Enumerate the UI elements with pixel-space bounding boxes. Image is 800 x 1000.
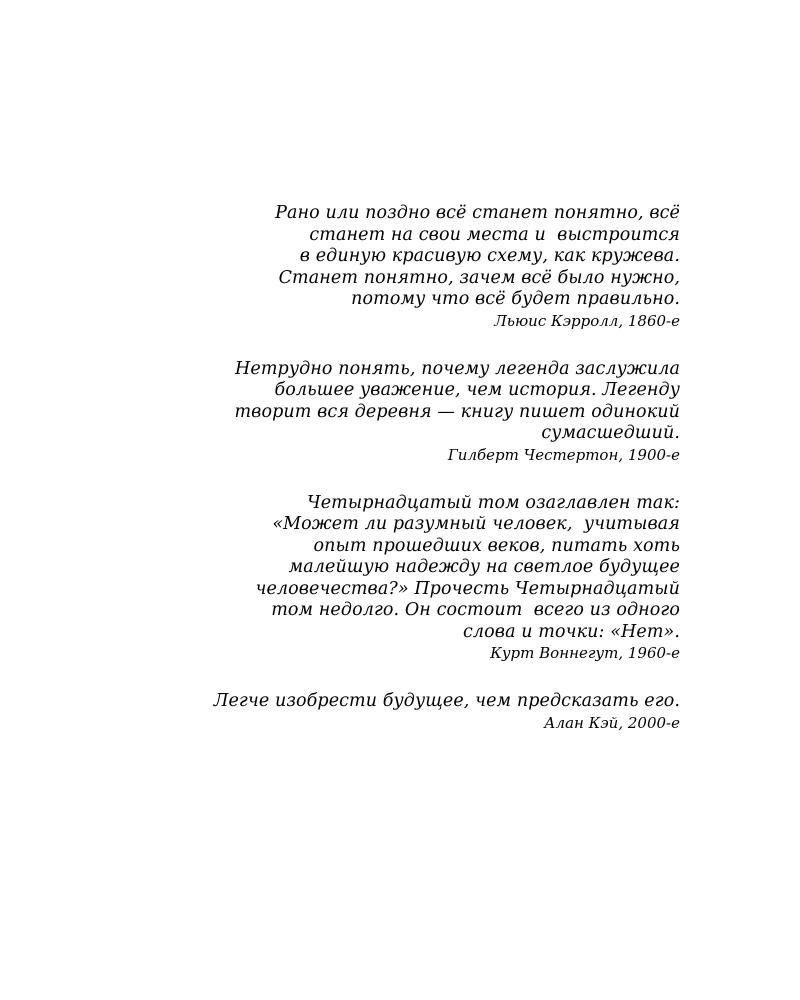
epigraph-line: в единую красивую схему, как кружева. bbox=[299, 246, 680, 266]
epigraph-line: слова и точки: «Нет». bbox=[463, 621, 680, 642]
epigraph-line: «Может ли разумный человек, учитывая bbox=[272, 514, 680, 534]
epigraph-line: большее уважение, чем история. Легенду bbox=[274, 380, 680, 400]
epigraph-line: Нетрудно понять, почему легенда заслужила bbox=[235, 358, 680, 379]
epigraph bbox=[120, 493, 680, 664]
epigraph-line: Четырнадцатый том озаглавлен так: bbox=[307, 492, 680, 513]
epigraph-line: станет на свои места и выстроится bbox=[309, 224, 680, 245]
epigraph-author: Гилберт Честертон, 1900-е bbox=[447, 445, 680, 464]
epigraph-author: Льюис Кэрролл, 1860-е bbox=[494, 311, 680, 330]
epigraph-line: человечества?» Прочесть Четырнадцатый bbox=[255, 578, 680, 599]
epigraph-line: сумасшедший. bbox=[541, 423, 680, 443]
epigraph-line: малейшую надежду на светлое будущее bbox=[288, 557, 680, 577]
epigraph-line: Станет понятно, зачем всё было нужно, bbox=[278, 267, 680, 288]
epigraph-line: Рано или поздно всё станет понятно, всё bbox=[275, 203, 680, 223]
epigraph-line: потому что всё будет правильно. bbox=[351, 289, 680, 309]
epigraph-line: Легче изобрести будущее, чем предсказать его. bbox=[213, 691, 680, 711]
epigraph-line: опыт прошедших веков, питать хоть bbox=[313, 535, 680, 556]
epigraph bbox=[120, 691, 680, 733]
epigraph bbox=[120, 203, 680, 331]
epigraph-author: Курт Воннегут, 1960-е bbox=[490, 644, 680, 662]
epigraph-author: Алан Кэй, 2000-е bbox=[544, 713, 680, 732]
epigraph-line: творит вся деревня — книгу пишет одинокий bbox=[234, 401, 680, 422]
epigraph-list bbox=[120, 203, 680, 761]
epigraph bbox=[120, 359, 680, 465]
epigraph-line: том недолго. Он состоит всего из одного bbox=[271, 600, 680, 620]
